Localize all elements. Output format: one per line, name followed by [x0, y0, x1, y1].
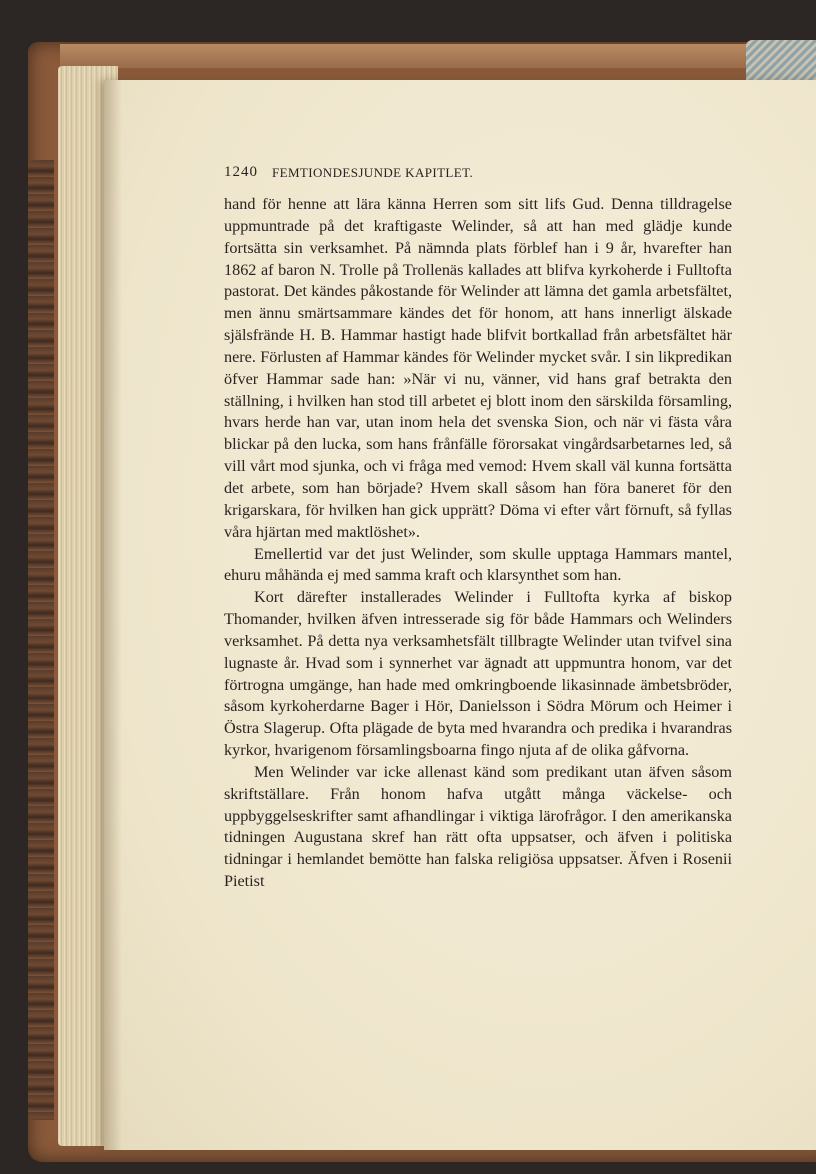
body-text: [224, 194, 732, 893]
page-content: [224, 164, 732, 893]
cover-top-edge: [60, 44, 760, 68]
paragraph-1: hand för henne att lära känna Herren som sitt lifs Gud. Denna tilldragelse uppmuntrade på det kraftigaste Welinder, så att han med glädje kunde fortsätta sin verksamhet. På nämnda plats förblef han i 9 år, hvarefter han 1862 af baron N. Trolle på Trollenäs kallades att blifva kyrkoherde i Fulltofta pastorat. Det kändes påkostande för Welinder att lämna det gamla arbetsfältet, men ännu smärtsammare kändes det för honom, att hans innerligt älskade själsfrände H. B. Hammar hastigt hade blifvit bortkallad från arbetsfältet här nere. Förlusten af Hammar kändes för Welinder mycket svår. I sin likpredikan öfver Hammar sade han: »När vi nu, vänner, vid hans graf betrakta den ställning, i hvilken han stod till arbetet ej blott inom den särskilda församling, hvars herde han var, utan inom hela det svenska Sion, och när vi fästa våra blickar på den lucka, som hans frånfälle förorsakat vingårdsarbetarnes led, så vill vårt mod sjunka, och vi fråga med vemod: Hvem skall väl kunna fortsätta det arbete, som han började? Hvem skall såsom han föra baneret för den krigarskara, för hvilken han gick upprätt? Döma vi efter vårt förnuft, så fyllas våra hjärtan med maktlöshet».: [224, 195, 732, 541]
book-page: [104, 80, 816, 1150]
gutter-shadow: [104, 80, 122, 1150]
spine-edge: [28, 160, 54, 1120]
page-number: 1240: [224, 164, 258, 180]
chapter-title: FEMTIONDESJUNDE KAPITLET.: [272, 165, 474, 180]
paragraph-2: Emellertid var det just Welinder, som skulle upptaga Hammars mantel, ehuru måhända ej med samma kraft och klarsynthet som han.: [224, 544, 732, 585]
paragraph-3: Kort därefter installerades Welinder i Fulltofta kyrka af biskop Thomander, hvilken äfven intresserade sig för både Hammars och Welinders verksamhet. På detta nya verksamhetsfält tillbragte Welinder utan tvifvel sina lugnaste år. Hvad som i synnerhet var ägnadt att uppmuntra honom, var det förtrogna umgänge, han hade med omkringboende likasinnade ämbetsbröder, såsom kyrkoherdarne Bager i Hör, Danielsson i Södra Mörum och Heimer i Östra Slagerup. Ofta plägade de byta med hvarandra och predika i hvarandras kyrkor, hvarigenom församlingsboarna fingo njuta af de olika gåfvorna.: [224, 588, 732, 760]
paragraph-4: Men Welinder var icke allenast känd som predikant utan äfven såsom skriftställare. Från honom hafva utgått många väckelse- och uppbyggelseskrifter samt afhandlingar i viktiga lärofrågor. I den amerikanska tidningen Augustana skref han rätt ofta uppsatser, och äfven i politiska tidningar i hemlandet bemötte han falska religiösa uppsatser. Äfven i Rosenii Pietist: [224, 762, 732, 891]
running-head: [224, 164, 732, 186]
